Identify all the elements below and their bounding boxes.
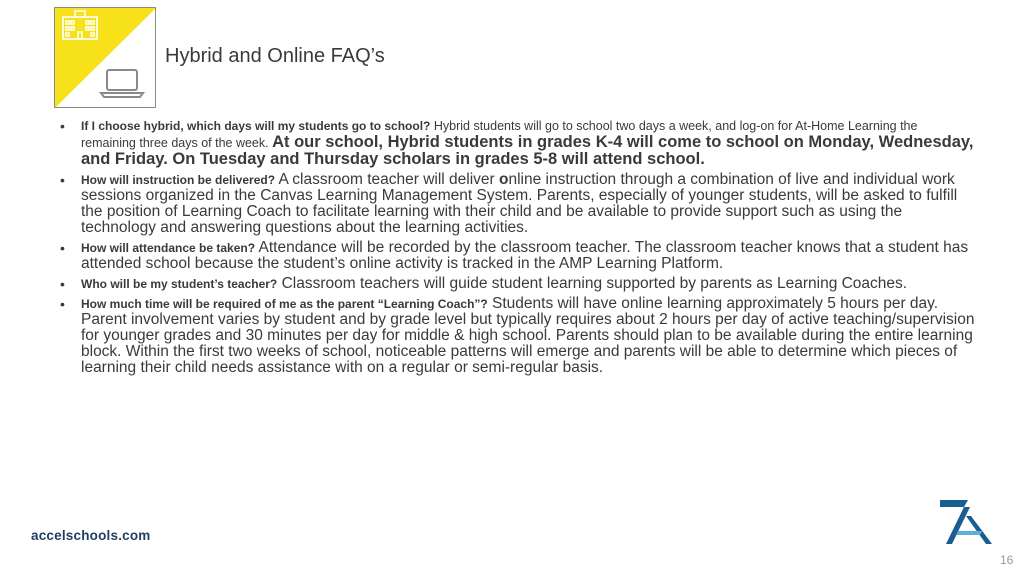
faq-answer: Classroom teachers will guide student learning supported by parents as Learning Coaches. <box>277 275 908 292</box>
faq-answer: Students will have online learning approximately 5 hours per day. Parent involvement varies by student and by grade level but typically requires about 2 hours per day of active teaching/supervision for younger grades and 30 minutes per day for middle & high school. Parents should plan to be available during the entire learning block. Within the first two weeks of school, noticeable patterns will emerge and parents will be able to determine which pieces of learning their child needs assistance with on a regular or semi-regular basis. <box>81 295 975 376</box>
page-title: Hybrid and Online FAQ’s <box>165 45 385 67</box>
faq-answer: Hybrid students will go to school two days a week, and log-on for At-Home Learning the remaining three days of the week. <box>81 119 918 150</box>
faq-item <box>60 118 975 168</box>
header-logo-box <box>54 7 156 108</box>
faq-question: How will attendance be taken? <box>81 241 256 255</box>
faq-answer: A classroom teacher will deliver <box>275 171 500 188</box>
faq-answer-emphasis: At our school, Hybrid students in grades K-4 will come to school on Monday, Wednesday, and Friday. On Tuesday and Thursday scholars in grades 5-8 will attend school. <box>81 133 974 168</box>
faq-question: How will instruction be delivered? <box>81 173 276 187</box>
page-number: 16 <box>1000 553 1014 567</box>
faq-item <box>60 172 975 236</box>
faq-list <box>60 118 975 380</box>
accel-schools-logo-icon <box>938 498 994 546</box>
faq-question: If I choose hybrid, which days will my students go to school? <box>81 119 431 133</box>
faq-question: How much time will be required of me as the parent “Learning Coach”? <box>81 297 488 311</box>
header-logo-graphic <box>55 8 156 108</box>
footer-brand-link[interactable]: accelschools.com <box>31 528 151 543</box>
laptop-icon <box>101 70 143 97</box>
faq-item <box>60 240 975 272</box>
faq-answer-bold-letter: o <box>499 171 509 188</box>
faq-answer: Attendance will be recorded by the classroom teacher. The classroom teacher knows that a student has attended school because the student’s online activity is tracked in the AMP Learning Platform. <box>81 239 969 272</box>
faq-answer-rest: nline instruction through a combination of live and individual work sessions organized in the Canvas Learning Management System. Parents, especially of younger students, will be asked to fulfill the position of Learning Coach to facilitate learning with their child and be available to provide support such as using the technology and answering questions about the learning activities. <box>81 171 958 236</box>
faq-question: Who will be my student’s teacher? <box>81 277 278 291</box>
faq-item <box>60 296 975 376</box>
faq-item <box>60 276 975 292</box>
